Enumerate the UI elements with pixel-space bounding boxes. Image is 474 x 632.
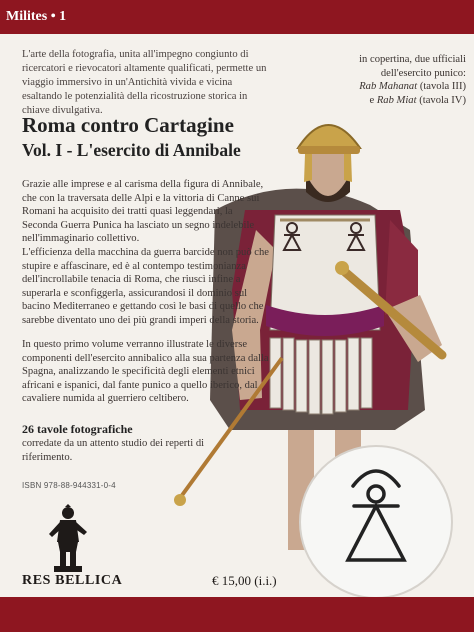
cover-note-item2-name: Rab Miat (376, 94, 417, 106)
intro-text: L'arte della fotografia, unita all'impegno congiunto di ricercatori e rievocatori altamente qualificati, permette un viaggio immersivo in un'Antichità vivida e vicina esaltando le potenzialità della ricostruzione storica in chiave divulgativa. (22, 49, 267, 116)
cover-note-lead: in copertina, due ufficiali dell'esercito punico: (359, 54, 466, 79)
warrior-statue-icon (46, 504, 90, 574)
book-title: Roma contro Cartagine (22, 113, 234, 137)
isbn: ISBN 978-88-944331-0-4 (22, 481, 116, 490)
paragraph-2: L'efficienza della macchina da guerra barcide non può che stupire e affascinare, ed è al contempo testimonianza dell'incrollabile tenacia di Roma, che riuscì infine a superarla e sconfiggerla, assicurandosi il dominio sul bacino Mediterraneo e gettando così le basi di quello che sarebbe diventato uno dei più grandi imperi della storia. (22, 247, 270, 326)
shield (300, 446, 452, 597)
cover-note-item2-plate: (tavola IV) (419, 94, 466, 106)
top-banner (0, 0, 474, 34)
paragraph-1: Grazie alle imprese e al carisma della figura di Annibale, che con la traversata delle Alpi e la vittoria di Canne sui Romani ha acquisito dei tratti quasi leggendari, la Seconda Guerra Punica ha lasciato un segno indelebile nell'immaginario collettivo. (22, 179, 264, 245)
series-label: Milites • 1 (6, 9, 67, 24)
cover-note-item1-plate: (tavola III) (419, 81, 466, 92)
plates-description: corredate da un attento studio dei reperti di riferimento. (22, 438, 205, 463)
cover-note-conj: e (369, 94, 375, 106)
price: € 15,00 (i.i.) (212, 573, 277, 588)
publisher-name: RES BELLICA (22, 573, 123, 588)
plates-title: 26 tavole fotografiche (22, 422, 133, 436)
book-subtitle: Vol. I - L'esercito di Annibale (22, 140, 241, 160)
cover-note (326, 53, 466, 107)
paragraph-3: In questo primo volume verranno illustrate le diverse componenti dell'esercito annibalico alla sua partenza dalla Spagna, analizzando le specificità degli elementi etnici africani e ispanici, dal fante punico a quello iberico, dal cavaliere numida al guerriero celtibero. (22, 339, 269, 405)
bottom-banner (0, 597, 474, 632)
cover-note-item1-name: Rab Mahanat (359, 81, 418, 92)
